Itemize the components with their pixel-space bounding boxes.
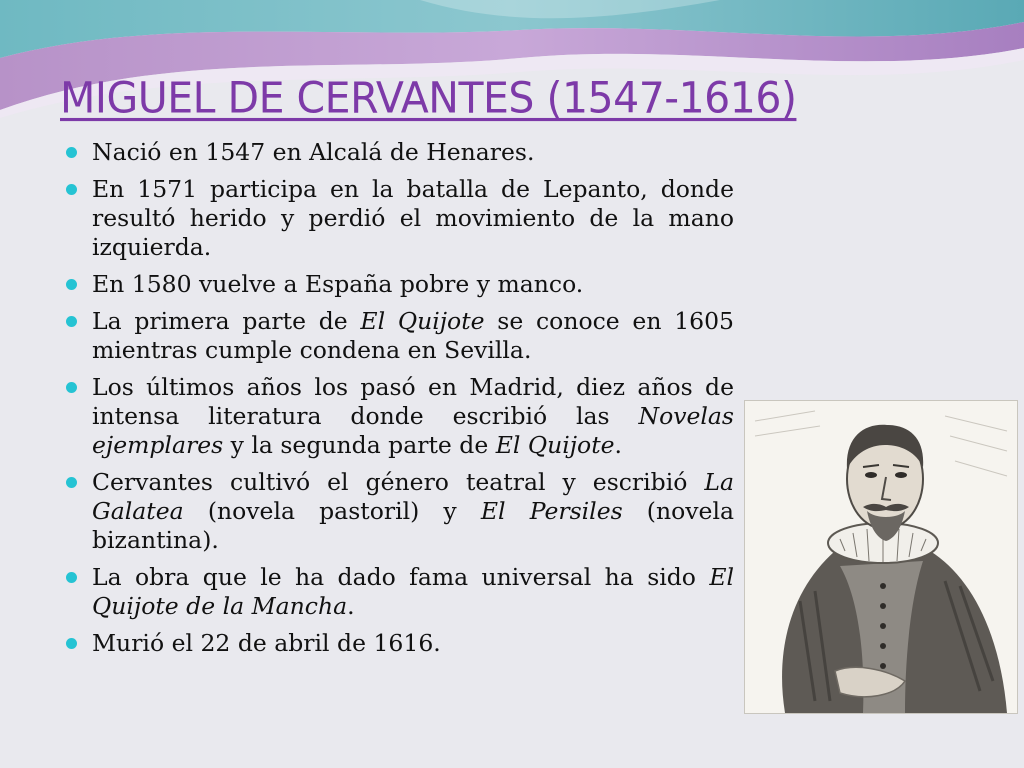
- bullet-item: [62, 468, 734, 555]
- bullet-item: [62, 138, 734, 167]
- book-title-text: El Quijote: [495, 431, 615, 459]
- bullet-item: [62, 307, 734, 365]
- bullet-text: Cervantes cultivó el género teatral y escribió: [92, 468, 705, 496]
- bullet-dot-icon: [66, 638, 77, 649]
- portrait-engraving: [745, 401, 1017, 713]
- bullet-text: Los últimos años los pasó en Madrid, diez años de intensa literatura donde escribió las: [92, 373, 734, 430]
- slide-title: MIGUEL DE CERVANTES (1547-1616): [60, 72, 797, 124]
- bullet-text: y la segunda parte de: [223, 431, 496, 459]
- bullet-dot-icon: [66, 184, 77, 195]
- bullet-item: [62, 373, 734, 460]
- bullet-text: (novela pastoril) y: [183, 497, 481, 525]
- bullet-item: [62, 175, 734, 262]
- bullet-text: (novela bizantina).: [92, 497, 734, 554]
- bullet-dot-icon: [66, 477, 77, 488]
- cervantes-portrait: [744, 400, 1018, 714]
- bullet-list: [62, 138, 734, 666]
- book-title-text: El Persiles: [480, 497, 623, 525]
- book-title-text: El Quijote de la Mancha: [92, 563, 734, 620]
- bullet-dot-icon: [66, 382, 77, 393]
- bullet-dot-icon: [66, 279, 77, 290]
- bullet-text: .: [347, 592, 355, 620]
- bullet-text: .: [614, 431, 623, 459]
- bullet-text: En 1571 participa en la batalla de Lepanto, donde resultó herido y perdió el movimiento de la mano izquierda.: [92, 175, 734, 261]
- book-title-text: El Quijote: [360, 307, 485, 335]
- bullet-item: [62, 629, 734, 658]
- bullet-dot-icon: [66, 316, 77, 327]
- bullet-text: En 1580 vuelve a España pobre y manco.: [92, 270, 584, 298]
- bullet-dot-icon: [66, 147, 77, 158]
- bullet-text: La primera parte de: [92, 307, 361, 335]
- bullet-text: se conoce en 1605 mientras cumple condena en Sevilla.: [92, 307, 735, 364]
- bullet-text: Murió el 22 de abril de 1616.: [92, 629, 441, 657]
- book-title-text: Novelas ejemplares: [92, 402, 734, 459]
- bullet-dot-icon: [66, 572, 77, 583]
- bullet-item: [62, 270, 734, 299]
- book-title-text: La Galatea: [92, 468, 734, 525]
- bullet-item: [62, 563, 734, 621]
- bullet-text: La obra que le ha dado fama universal ha sido: [92, 563, 710, 591]
- bullet-text: Nació en 1547 en Alcalá de Henares.: [92, 138, 535, 166]
